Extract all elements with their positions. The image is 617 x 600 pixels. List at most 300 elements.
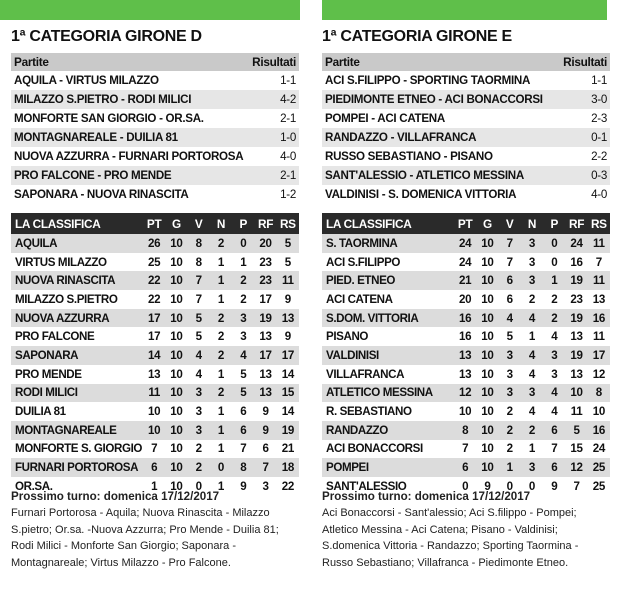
goals-for: 23 [259, 255, 272, 269]
results-table [11, 53, 299, 204]
lost: 6 [551, 423, 558, 437]
drawn: 3 [528, 461, 536, 475]
match-teams: VALDINISI - S. DOMENICA VITTORIA [325, 188, 517, 201]
standings-row [11, 421, 299, 440]
next-round-title: Prossimo turno: domenica 17/12/2017 [322, 490, 531, 503]
points: 10 [147, 405, 161, 419]
match-score: 2-3 [591, 112, 607, 125]
won: 4 [506, 311, 513, 325]
won: 3 [195, 423, 202, 437]
lost: 6 [551, 461, 558, 475]
standings-header-row [11, 213, 299, 234]
played: 10 [170, 330, 183, 344]
team-name: S.DOM. VITTORIA [326, 311, 419, 325]
lost: 0 [551, 236, 558, 250]
match-teams: SAPONARA - NUOVA RINASCITA [14, 188, 189, 201]
team-name: POMPEI [326, 461, 369, 475]
team-name: PRO MENDE [15, 367, 82, 381]
won: 7 [195, 292, 202, 306]
team-name: SANT'ALESSIO [326, 479, 407, 493]
goals-against: 11 [593, 274, 605, 288]
match-teams: RANDAZZO - VILLAFRANCA [325, 131, 477, 144]
points: 24 [458, 236, 472, 250]
won: 2 [506, 423, 513, 437]
played: 10 [170, 236, 183, 250]
points: 1 [151, 479, 158, 493]
goals-for: 23 [570, 292, 583, 306]
drawn: 2 [528, 423, 536, 437]
goals-for: 5 [573, 423, 580, 437]
team-name: PIED. ETNEO [326, 274, 396, 288]
drawn: 3 [528, 274, 536, 288]
points: 6 [462, 461, 469, 475]
lost: 4 [551, 330, 558, 344]
goals-against: 17 [592, 348, 605, 362]
points-header: PT [457, 216, 473, 231]
standings-row [322, 458, 610, 477]
goals-against: 14 [281, 405, 294, 419]
drawn: 0 [528, 479, 536, 493]
lost: 0 [240, 236, 247, 250]
drawn: 1 [217, 274, 225, 288]
points: 13 [458, 367, 472, 381]
played: 10 [481, 367, 494, 381]
played: 10 [170, 442, 183, 456]
played-header: G [171, 216, 181, 231]
result-row [322, 185, 610, 204]
goals-against: 12 [592, 367, 605, 381]
team-name: NUOVA RINASCITA [15, 274, 116, 288]
goals-against: 18 [281, 461, 294, 475]
team-name: SAPONARA [15, 348, 79, 362]
points: 14 [147, 348, 161, 362]
lost: 2 [551, 292, 558, 306]
played: 10 [481, 348, 494, 362]
team-name: VILLAFRANCA [326, 367, 405, 381]
goals-for: 11 [570, 405, 583, 419]
drawn: 2 [217, 311, 225, 325]
goals-against: 9 [284, 330, 291, 344]
next-round-fixtures: Aci Bonaccorsi - Sant'alessio; Aci S.filippo - Pompei; Atletico Messina - Aci Catena; Pisano - Valdinisi; S.domenica Vittoria - Randazzo; Sporting Taormina - Russo Sebastiano; Villafranca - Piedimonte Etneo. [322, 507, 579, 569]
team-name: VALDINISI [326, 348, 379, 362]
lost: 2 [240, 274, 247, 288]
standings-row [322, 271, 610, 290]
top-color-band-left [0, 0, 300, 20]
goals-for-header: RF [257, 216, 274, 231]
played: 10 [481, 405, 494, 419]
team-name: PISANO [326, 330, 369, 344]
lost: 3 [240, 330, 247, 344]
team-name: OR.SA. [15, 479, 53, 493]
goals-for-header: RF [568, 216, 585, 231]
results-header-row [322, 53, 610, 71]
team-name: MONTAGNAREALE [15, 423, 117, 437]
goals-for: 16 [570, 255, 583, 269]
result-row [11, 90, 299, 109]
standings-row [11, 365, 299, 384]
standings-title-header: LA CLASSIFICA [15, 216, 101, 231]
drawn: 2 [217, 348, 225, 362]
results-header: Risultati [563, 55, 607, 69]
points: 20 [458, 292, 472, 306]
standings-row [11, 402, 299, 421]
played: 10 [481, 311, 494, 325]
points: 17 [147, 311, 161, 325]
standings-row [11, 253, 299, 272]
team-name: RODI MILICI [15, 386, 78, 400]
goals-for: 20 [259, 236, 272, 250]
match-teams: PIEDIMONTE ETNEO - ACI BONACCORSI [325, 93, 543, 106]
lost-header: P [550, 216, 559, 231]
standings-title-header: LA CLASSIFICA [326, 216, 412, 231]
goals-for: 13 [259, 330, 272, 344]
lost: 9 [240, 479, 247, 493]
next-round [322, 489, 607, 571]
goals-for: 6 [262, 442, 269, 456]
standings-row [11, 309, 299, 328]
won: 4 [195, 348, 202, 362]
points: 24 [458, 255, 472, 269]
top-color-band-right [322, 0, 607, 20]
won: 7 [506, 236, 513, 250]
won: 2 [506, 405, 513, 419]
drawn: 1 [528, 442, 536, 456]
standings-row [11, 440, 299, 459]
standings-body [322, 234, 610, 496]
match-teams: POMPEI - ACI CATENA [325, 112, 445, 125]
drawn: 1 [217, 405, 225, 419]
drawn: 1 [217, 292, 225, 306]
result-row [11, 185, 299, 204]
results-header: Risultati [252, 55, 296, 69]
standings-row [11, 458, 299, 477]
won: 0 [195, 479, 202, 493]
played: 10 [481, 330, 494, 344]
drawn: 1 [217, 423, 225, 437]
team-name: RANDAZZO [326, 423, 388, 437]
drawn: 4 [528, 405, 536, 419]
goals-for: 13 [259, 386, 272, 400]
goals-against: 5 [284, 255, 291, 269]
won: 3 [195, 386, 202, 400]
lost: 5 [240, 386, 247, 400]
won: 7 [506, 255, 513, 269]
won: 3 [506, 386, 513, 400]
points: 25 [147, 255, 161, 269]
match-score: 4-0 [591, 188, 607, 201]
won: 1 [506, 461, 513, 475]
points: 7 [462, 442, 469, 456]
points: 22 [147, 292, 161, 306]
goals-for: 9 [262, 405, 269, 419]
goals-against: 25 [592, 461, 605, 475]
won: 6 [506, 274, 513, 288]
next-round [11, 489, 296, 571]
lost: 3 [240, 311, 247, 325]
match-teams: RUSSO SEBASTIANO - PISANO [325, 150, 493, 163]
standings-row [322, 365, 610, 384]
goals-against: 16 [592, 423, 605, 437]
result-row [11, 166, 299, 185]
lost: 4 [240, 348, 247, 362]
goals-against: 15 [281, 386, 294, 400]
team-name: NUOVA AZZURRA [15, 311, 110, 325]
played: 10 [170, 386, 183, 400]
standings-row [11, 327, 299, 346]
goals-against: 5 [284, 236, 291, 250]
won: 8 [195, 255, 202, 269]
match-teams: MONTAGNAREALE - DUILIA 81 [14, 131, 178, 144]
match-score: 2-1 [280, 112, 296, 125]
team-name: PRO FALCONE [15, 330, 95, 344]
played: 10 [481, 461, 494, 475]
team-name: R. SEBASTIANO [326, 405, 412, 419]
played: 10 [170, 479, 183, 493]
results-body [322, 71, 610, 204]
points: 10 [458, 405, 472, 419]
lost: 5 [240, 367, 247, 381]
won-header: V [194, 216, 203, 231]
match-score: 0-3 [591, 169, 607, 182]
points: 12 [458, 386, 472, 400]
goals-against: 22 [281, 479, 294, 493]
matches-header: Partite [14, 55, 49, 69]
drawn: 1 [217, 442, 225, 456]
standings-row [322, 327, 610, 346]
points: 26 [147, 236, 161, 250]
results-header-row [11, 53, 299, 71]
result-row [11, 128, 299, 147]
goals-against: 16 [592, 311, 605, 325]
standings-row [11, 234, 299, 253]
played: 10 [481, 423, 494, 437]
drawn: 2 [217, 236, 225, 250]
match-score: 2-2 [591, 150, 607, 163]
won: 5 [506, 330, 513, 344]
played: 10 [481, 274, 494, 288]
goals-against: 7 [595, 255, 602, 269]
goals-against: 13 [281, 311, 294, 325]
goals-for: 24 [570, 236, 583, 250]
result-row [322, 90, 610, 109]
drawn: 1 [217, 255, 225, 269]
match-score: 4-2 [280, 93, 296, 106]
goals-against: 17 [281, 348, 294, 362]
standings-row [11, 346, 299, 365]
goals-for: 15 [570, 442, 583, 456]
goals-against-header: RS [590, 216, 607, 231]
drawn: 1 [528, 330, 536, 344]
team-name: FURNARI PORTOROSA [15, 461, 139, 475]
match-teams: NUOVA AZZURRA - FURNARI PORTOROSA [14, 150, 244, 163]
won: 4 [195, 367, 202, 381]
drawn: 1 [217, 367, 225, 381]
played: 10 [170, 405, 183, 419]
goals-against: 8 [595, 386, 602, 400]
drawn: 3 [528, 386, 536, 400]
result-row [11, 147, 299, 166]
won: 0 [506, 479, 513, 493]
lost: 2 [551, 311, 558, 325]
result-row [322, 71, 610, 90]
standings-row [322, 440, 610, 459]
team-name: S. TAORMINA [326, 236, 398, 250]
standings-row [11, 271, 299, 290]
points: 8 [462, 423, 469, 437]
goals-against: 13 [592, 292, 605, 306]
goals-for: 3 [262, 479, 269, 493]
goals-for: 19 [570, 311, 583, 325]
standings-table [322, 213, 610, 496]
lost: 2 [240, 292, 247, 306]
standings-row [322, 234, 610, 253]
matches-header: Partite [325, 55, 360, 69]
team-name: VIRTUS MILAZZO [15, 255, 107, 269]
lost: 4 [551, 405, 558, 419]
points: 10 [147, 423, 161, 437]
drawn-header: N [527, 216, 537, 231]
drawn: 2 [528, 292, 536, 306]
lost: 4 [551, 386, 558, 400]
section-title: 1ª CATEGORIA GIRONE D [11, 28, 202, 45]
lost: 1 [240, 255, 247, 269]
goals-against: 9 [284, 292, 291, 306]
points: 0 [462, 479, 469, 493]
match-score: 2-1 [280, 169, 296, 182]
standings-row [322, 402, 610, 421]
goals-against: 11 [282, 274, 294, 288]
drawn-header: N [216, 216, 226, 231]
standings-row [11, 384, 299, 403]
standings-row [322, 290, 610, 309]
played: 10 [170, 348, 183, 362]
lost: 3 [551, 348, 558, 362]
result-row [11, 109, 299, 128]
played: 10 [170, 311, 183, 325]
lost: 8 [240, 461, 247, 475]
lost: 9 [551, 479, 558, 493]
team-name: ACI BONACCORSI [326, 442, 423, 456]
lost: 7 [240, 442, 247, 456]
played: 10 [170, 423, 183, 437]
match-teams: MILAZZO S.PIETRO - RODI MILICI [14, 93, 192, 106]
team-name: MONFORTE S. GIORGIO [15, 442, 143, 456]
goals-for: 7 [262, 461, 269, 475]
goals-for: 23 [259, 274, 272, 288]
results-body [11, 71, 299, 204]
team-name: ACI CATENA [326, 292, 393, 306]
match-score: 1-0 [280, 131, 296, 144]
played: 10 [481, 255, 494, 269]
goals-against: 19 [281, 423, 294, 437]
section-title: 1ª CATEGORIA GIRONE E [322, 28, 512, 45]
result-row [11, 71, 299, 90]
goals-against: 24 [592, 442, 605, 456]
goals-for: 13 [259, 367, 272, 381]
won: 3 [195, 405, 202, 419]
standings-row [322, 384, 610, 403]
team-name: ATLETICO MESSINA [326, 386, 433, 400]
match-score: 1-1 [280, 74, 296, 87]
match-teams: ACI S.FILIPPO - SPORTING TAORMINA [325, 74, 531, 87]
goals-for: 17 [259, 348, 272, 362]
goals-for: 19 [259, 311, 272, 325]
won-header: V [505, 216, 514, 231]
played: 10 [481, 442, 494, 456]
goals-against: 10 [592, 405, 605, 419]
next-round-title: Prossimo turno: domenica 17/12/2017 [11, 490, 220, 503]
lost: 1 [551, 274, 558, 288]
goals-against: 25 [592, 479, 605, 493]
goals-against: 11 [593, 236, 605, 250]
goals-for: 9 [262, 423, 269, 437]
goals-for: 12 [570, 461, 583, 475]
points: 21 [458, 274, 472, 288]
goals-against: 14 [281, 367, 294, 381]
match-score: 0-1 [591, 131, 607, 144]
drawn: 3 [528, 236, 536, 250]
goals-for: 13 [570, 330, 583, 344]
team-name: AQUILA [15, 236, 58, 250]
match-score: 1-2 [280, 188, 296, 201]
goals-against: 21 [281, 442, 294, 456]
standings-row [322, 346, 610, 365]
result-row [322, 128, 610, 147]
goals-for: 13 [570, 367, 583, 381]
standings-table [11, 213, 299, 496]
drawn: 3 [528, 255, 536, 269]
goals-for: 7 [573, 479, 580, 493]
points: 13 [458, 348, 472, 362]
won: 3 [506, 348, 513, 362]
lost: 7 [551, 442, 558, 456]
standings-row [322, 309, 610, 328]
lost: 0 [551, 255, 558, 269]
match-teams: PRO FALCONE - PRO MENDE [14, 169, 172, 182]
lost: 6 [240, 423, 247, 437]
points: 11 [148, 386, 160, 400]
played: 10 [481, 386, 494, 400]
points: 7 [151, 442, 158, 456]
drawn: 2 [217, 386, 225, 400]
goals-for: 17 [259, 292, 272, 306]
won: 7 [195, 274, 202, 288]
goals-for: 19 [570, 348, 583, 362]
drawn: 1 [217, 479, 225, 493]
won: 8 [195, 236, 202, 250]
goals-for: 19 [570, 274, 583, 288]
played: 10 [481, 236, 494, 250]
points: 13 [147, 367, 161, 381]
goals-against: 11 [593, 330, 605, 344]
result-row [322, 147, 610, 166]
drawn: 4 [528, 348, 536, 362]
standings-row [322, 253, 610, 272]
match-score: 3-0 [591, 93, 607, 106]
lost: 6 [240, 405, 247, 419]
lost: 3 [551, 367, 558, 381]
results-table [322, 53, 610, 204]
drawn: 2 [217, 330, 225, 344]
played: 10 [170, 367, 183, 381]
won: 2 [195, 442, 202, 456]
match-score: 4-0 [280, 150, 296, 163]
standings-header-row [322, 213, 610, 234]
points: 16 [458, 311, 472, 325]
next-round-fixtures: Furnari Portorosa - Aquila; Nuova Rinascita - Milazzo S.pietro; Or.sa. -Nuova Azzurra; Pro Mende - Duilia 81; Rodi Milici - Monforte San Giorgio; Saponara - Montagnareale; Virtus Milazzo - Pro Falcone. [11, 507, 279, 569]
team-name: ACI S.FILIPPO [326, 255, 401, 269]
played: 10 [170, 292, 183, 306]
